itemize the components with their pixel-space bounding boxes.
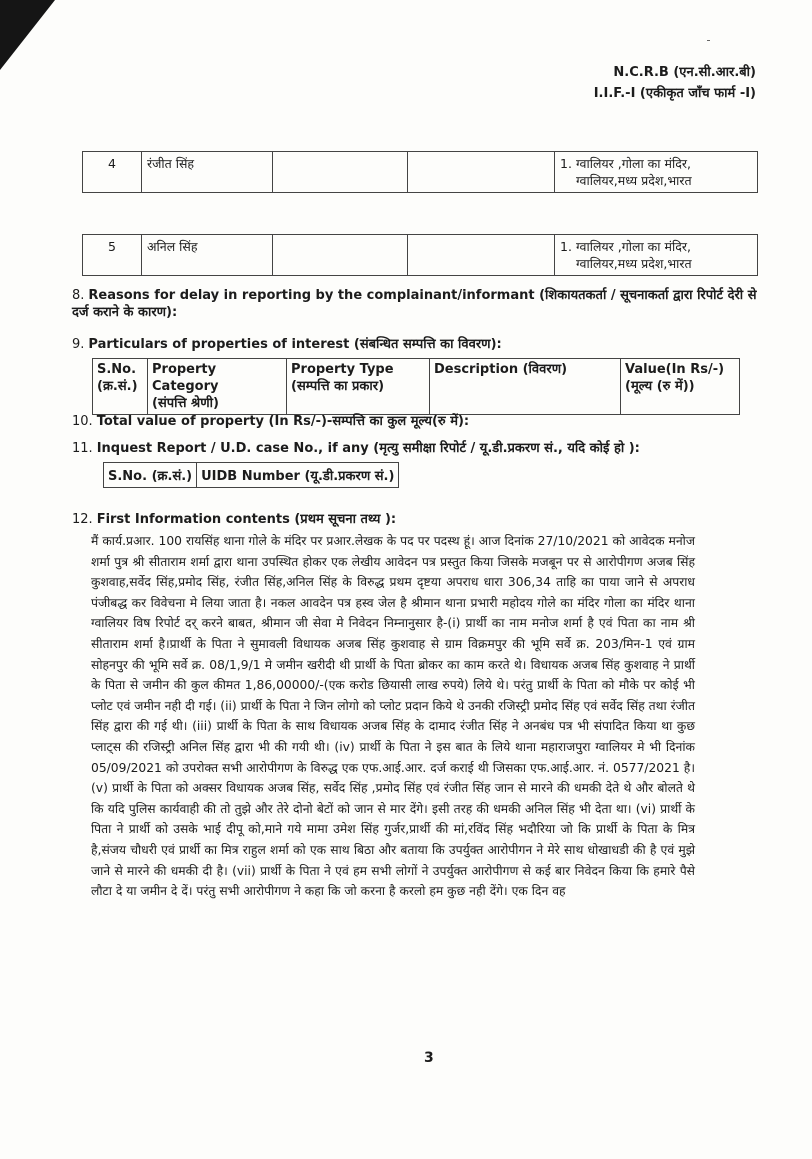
col-sno: S.No. (क्र.सं.) [93,359,148,415]
scan-corner-shadow [0,0,55,70]
accused-name: अनिल सिंह [142,235,273,276]
table-header-row [93,359,740,415]
col-uidb-number: UIDB Number (यू.डी.प्रकरण सं.) [197,463,399,488]
section-heading: Inquest Report / U.D. case No., if any (मृत्यु समीक्षा रिपोर्ट / यू.डी.प्रकरण सं., यदि कोई हो ): [96,441,640,456]
section-heading: Reasons for delay in reporting by the complainant/informant (शिकायतकर्ता / सूचनाकर्ता द्वारा रिपोर्ट देरी से दर्ज कराने के कारण): [72,288,757,320]
accused-number: 4 [83,152,142,193]
address-index: 1. [560,239,572,254]
address-line-1: ग्वालियर ,गोला का मंदिर, [576,239,691,254]
section-10 [72,413,469,430]
address-line-1: ग्वालियर ,गोला का मंदिर, [576,156,691,171]
scan-mark [707,40,710,41]
accused-table-row-4 [82,151,758,193]
empty-cell [273,235,408,276]
accused-table-row-5 [82,234,758,276]
property-table [92,358,740,415]
address-line-2: ग्वालियर,मध्य प्रदेश,भारत [576,256,692,271]
address-line-2: ग्वालियर,मध्य प्रदेश,भारत [576,173,692,188]
form-header [594,62,756,104]
section-11 [72,440,640,457]
table-row [83,235,758,276]
col-uidb-sno: S.No. (क्र.सं.) [104,463,197,488]
col-value: Value(In Rs/-) (मूल्य (रु में)) [621,359,740,415]
empty-cell [408,235,555,276]
uidb-table [103,462,399,488]
section-12 [72,511,396,528]
header-ncrb: N.C.R.B (एन.सी.आर.बी) [613,65,756,80]
section-number: 9. [72,337,85,352]
section-heading: Particulars of properties of interest (संबन्धित सम्पत्ति का विवरण): [88,337,502,352]
address-index: 1. [560,156,572,171]
empty-cell [273,152,408,193]
col-property-type: Property Type (सम्पत्ति का प्रकार) [287,359,430,415]
section-8 [72,287,762,321]
accused-address [555,152,758,193]
section-number: 11. [72,441,93,456]
table-header-row [104,463,399,488]
fir-contents: मैं कार्य.प्रआर. 100 रायसिंह थाना गोले के मंदिर पर प्रआर.लेखक के पद पर पदस्थ हूं। आज दिनांक 27/10/2021 को आवेदक मनोज शर्मा पुत्र श्री सीताराम शर्मा द्वारा थाना उपस्थित होकर एक लेखीय आवेदन पत्र प्रस्तुत किया जिसके मजबून पर से आरोपीगण अजब सिंह कुशवाह,सर्वेद सिंह,प्रमोद सिंह, रंजीत सिंह,अनिल सिंह के विरुद्ध प्रथम दृष्टया अपराध धारा 306,34 ताहि का पाया जाने से अपराध पंजीबद्ध कर विवेचना मे लिया जाता है। नकल आवदेन पत्र हस्व जेल है श्रीमान थाना प्रभारी महोदय गोले का मंदिर गोला का मंदिर थाना ग्वालियर विष रिपोर्ट दर् करने बाबत, श्रीमान जी सेवा मे निवेदन निम्नानुसार है-(i) प्रार्थी का नाम मनोज शर्मा है एवं पिता का नाम श्री सीताराम शर्मा है।प्रार्थी के पिता ने सुमावली विधायक अजब सिंह कुशवाह से ग्राम विक्रमपुर की भूमि सर्वे क्र. 203/मिन-1 एवं ग्राम सोहनपुर की भूमि सर्वे क्र. 08/1,9/1 मे जमीन खरीदी थी प्रार्थी के पिता ब्रोकर का काम करते थे। विधायक अजब सिंह कुशवाह ने प्रार्थी के पिता से जमीन की कुल कीमत 1,86,00000/-(एक करोड छियासी लाख रुपये) लिये थे। परंतु प्रार्थी के पिता को मौके पर कोई भी प्लोट एवं जमीन नही दी गई। (ii) प्रार्थी के पिता ने जिन लोगो को प्लोट प्रदान किये थे उनकी रजिस्ट्री प्रमोद सिंह एवं सर्वेद सिंह तथा रंजीत सिंह द्वारा की गई थी। (iii) प्रार्थी के पिता के साथ विधायक अजब सिंह के दामाद रंजीत सिंह ने अनबंध पत्र भी संपादित किया था कुछ प्लाट्स की रजिस्ट्री अनिल सिंह द्वारा भी की गयी थी। (iv) प्रार्थी के पिता ने इस बात के लिये थाना महाराजपुरा ग्वालियर मे भी दिनांक 05/09/2021 को उपरोक्त सभी आरोपीगण के विरुद्ध एक एफ.आई.आर. दर्ज कराई थी जिसका एफ.आई.आर. नं. 0577/2021 है। (v) प्रार्थी के पिता को अक्सर विधायक अजब सिंह, सर्वेद सिंह ,प्रमोद सिंह एवं रंजीत सिंह जान से मारने की धमकी देते थे और बोलते थे कि यदि पुलिस कार्यवाही की तो तुझे और तेरे दोनो बेटों को जान से मार देंगे। इसी तरह की धमकी अनिल सिंह भी देता था। (vi) प्रार्थी के पिता ने प्रार्थी को उसके भाई दीपू को,माने गये मामा उमेश सिंह गुर्जर,प्रार्थी की मां,रविंद सिंह भदौरिया जो कि प्रार्थी के पिता के मित्र है,संजय चौधरी एवं प्रार्थी का मित्र राहुल शर्मा को एक साथ बिठा और बताया कि उपर्युक्त आरोपीगन ने मेरे साथ धोखाधडी की है एवं मुझे जाने से मारने की धमकी दी है। (vii) प्रार्थी के पिता ने एवं हम सभी लोगों ने उपर्युक्त आरोपीगण से कई बार निवेदन किया कि हमारे पैसे लौटा दे या जमीन दे दें। परंतु सभी आरोपीगण ने कहा कि जो करना है करलो हम कुछ नही देंगे। एक दिन वह [91,534,695,899]
page-number: 3 [424,1050,434,1066]
table-row [83,152,758,193]
col-property-category: Property Category (संपत्ति श्रेणी) [148,359,287,415]
accused-address [555,235,758,276]
section-heading: Total value of property (In Rs/-)-सम्पत्ति का कुल मूल्य(रु में): [96,414,470,429]
section-number: 8. [72,288,85,303]
section-number: 10. [72,414,93,429]
section-9 [72,336,502,353]
accused-name: रंजीत सिंह [142,152,273,193]
section-heading: First Information contents (प्रथम सूचना तथ्य ): [96,512,397,527]
header-iif: I.I.F.-I (एकीकृत जाँच फार्म -I) [593,86,756,101]
accused-number: 5 [83,235,142,276]
col-description: Description (विवरण) [430,359,621,415]
section-number: 12. [72,512,93,527]
empty-cell [408,152,555,193]
